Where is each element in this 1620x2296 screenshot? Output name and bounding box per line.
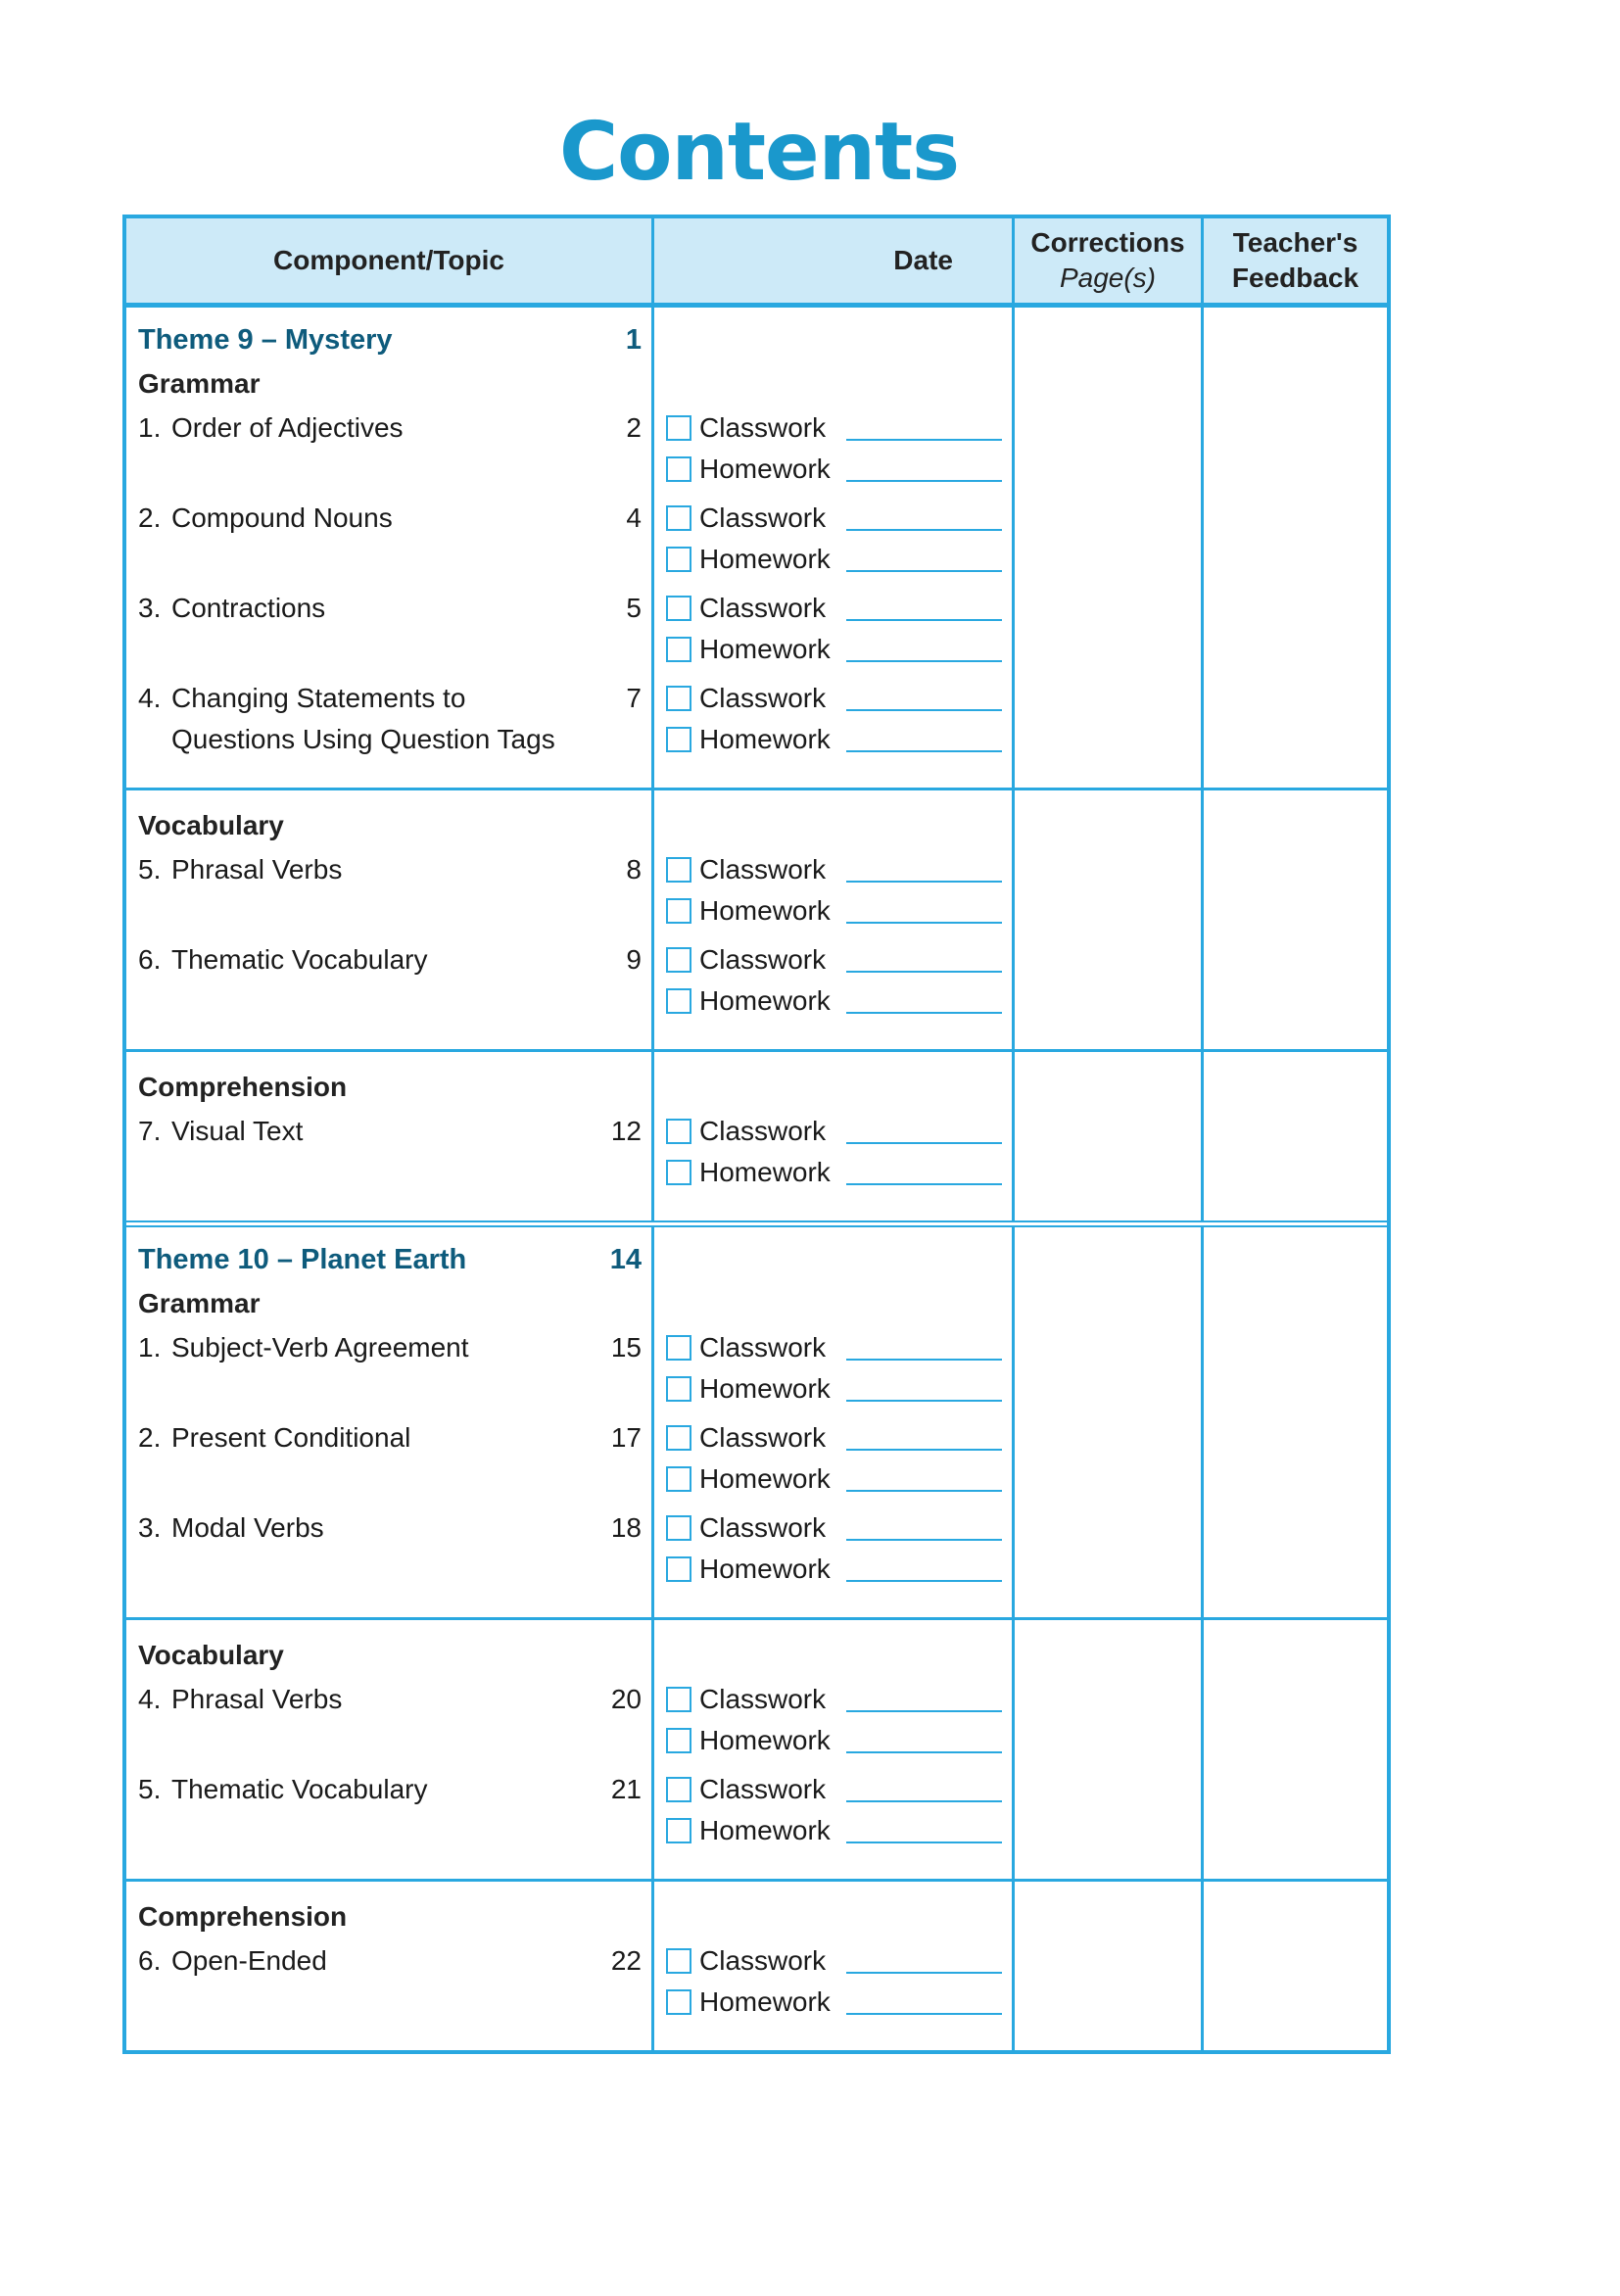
classwork-row: Classwork [666, 1417, 1002, 1459]
list-item: 6. Thematic Vocabulary 9 [138, 939, 642, 1022]
homework-row: Homework [666, 1549, 1002, 1590]
classwork-checkbox[interactable] [666, 596, 691, 621]
homework-row: Homework [666, 629, 1002, 670]
section-block [126, 790, 1387, 1052]
section-name: Grammar [138, 1288, 261, 1318]
table-body [126, 308, 1387, 2050]
corrections-cell[interactable] [1015, 1052, 1204, 1220]
section-name: Comprehension [138, 1072, 348, 1102]
homework-date-field[interactable] [846, 1164, 1002, 1185]
list-item: 5. Phrasal Verbs 8 [138, 849, 642, 932]
homework-row: Homework [666, 1459, 1002, 1500]
section-block [126, 1882, 1387, 2050]
theme-title: Theme 10 – Planet Earth 14 [138, 1239, 642, 1280]
list-item: 5. Thematic Vocabulary 21 [138, 1769, 642, 1851]
classwork-row: Classwork [666, 407, 1002, 449]
classwork-row: Classwork [666, 849, 1002, 890]
homework-date-field[interactable] [846, 1822, 1002, 1843]
item-page: 20 [610, 1684, 642, 1714]
item-page: 9 [626, 944, 642, 975]
homework-row: Homework [666, 1368, 1002, 1410]
classwork-row: Classwork [666, 1679, 1002, 1720]
section-block [126, 1620, 1387, 1882]
list-item: 4. Phrasal Verbs 20 [138, 1679, 642, 1761]
classwork-date-field[interactable] [846, 509, 1002, 531]
homework-date-field[interactable] [846, 1560, 1002, 1582]
header-corrections: Corrections Page(s) [1015, 218, 1204, 303]
item-page: 12 [610, 1116, 642, 1146]
homework-checkbox[interactable] [666, 898, 691, 924]
classwork-checkbox[interactable] [666, 1515, 691, 1541]
section-block [126, 1052, 1387, 1227]
homework-checkbox[interactable] [666, 1556, 691, 1582]
theme-page: 14 [609, 1244, 642, 1275]
corrections-cell[interactable] [1015, 1227, 1204, 1617]
homework-checkbox[interactable] [666, 637, 691, 662]
classwork-checkbox[interactable] [666, 1948, 691, 1974]
item-page: 2 [626, 412, 642, 443]
homework-checkbox[interactable] [666, 456, 691, 482]
feedback-cell[interactable] [1204, 1227, 1387, 1617]
classwork-checkbox[interactable] [666, 686, 691, 711]
homework-checkbox[interactable] [666, 1376, 691, 1402]
homework-date-field[interactable] [846, 902, 1002, 924]
classwork-checkbox[interactable] [666, 1687, 691, 1712]
feedback-cell[interactable] [1204, 790, 1387, 1049]
homework-checkbox[interactable] [666, 727, 691, 752]
classwork-date-field[interactable] [846, 419, 1002, 441]
item-page: 4 [626, 502, 642, 533]
list-item: 2. Present Conditional 17 [138, 1417, 642, 1500]
classwork-date-field[interactable] [846, 1429, 1002, 1451]
feedback-cell[interactable] [1204, 1052, 1387, 1220]
item-page: 8 [626, 854, 642, 885]
classwork-checkbox[interactable] [666, 1777, 691, 1802]
classwork-row: Classwork [666, 498, 1002, 539]
classwork-date-field[interactable] [846, 599, 1002, 621]
list-item: 1. Order of Adjectives 2 [138, 407, 642, 490]
homework-checkbox[interactable] [666, 988, 691, 1014]
classwork-checkbox[interactable] [666, 505, 691, 531]
homework-date-field[interactable] [846, 641, 1002, 662]
homework-checkbox[interactable] [666, 547, 691, 572]
header-date: Date [654, 218, 1015, 303]
list-item: 7. Visual Text 12 [138, 1111, 642, 1193]
homework-row: Homework [666, 1982, 1002, 2023]
theme-page: 1 [625, 324, 642, 356]
classwork-date-field[interactable] [846, 1781, 1002, 1802]
classwork-date-field[interactable] [846, 1123, 1002, 1144]
classwork-date-field[interactable] [846, 1519, 1002, 1541]
item-page: 22 [610, 1945, 642, 1976]
classwork-row: Classwork [666, 1507, 1002, 1549]
classwork-date-field[interactable] [846, 861, 1002, 883]
classwork-row: Classwork [666, 939, 1002, 981]
section-name: Grammar [138, 368, 261, 399]
contents-table [122, 215, 1391, 2054]
homework-row: Homework [666, 1810, 1002, 1851]
section-block [126, 308, 1387, 790]
classwork-checkbox[interactable] [666, 1425, 691, 1451]
homework-checkbox[interactable] [666, 1728, 691, 1753]
corrections-cell[interactable] [1015, 1620, 1204, 1879]
section-block [126, 1227, 1387, 1620]
homework-date-field[interactable] [846, 992, 1002, 1014]
classwork-date-field[interactable] [846, 690, 1002, 711]
homework-row: Homework [666, 981, 1002, 1022]
homework-date-field[interactable] [846, 731, 1002, 752]
list-item: 6. Open-Ended 22 [138, 1940, 642, 2023]
feedback-cell[interactable] [1204, 1882, 1387, 2050]
item-page: 21 [610, 1774, 642, 1804]
classwork-row: Classwork [666, 678, 1002, 719]
homework-checkbox[interactable] [666, 1466, 691, 1492]
classwork-date-field[interactable] [846, 951, 1002, 973]
section-name: Comprehension [138, 1901, 348, 1932]
corrections-cell[interactable] [1015, 308, 1204, 788]
item-page: 18 [610, 1512, 642, 1543]
homework-row: Homework [666, 539, 1002, 580]
list-item: 2. Compound Nouns 4 [138, 498, 642, 580]
classwork-checkbox[interactable] [666, 1335, 691, 1361]
homework-checkbox[interactable] [666, 1160, 691, 1185]
homework-row: Homework [666, 1720, 1002, 1761]
homework-date-field[interactable] [846, 1732, 1002, 1753]
section-name: Vocabulary [138, 810, 284, 840]
classwork-row: Classwork [666, 1769, 1002, 1810]
item-page: 5 [626, 593, 642, 623]
classwork-date-field[interactable] [846, 1691, 1002, 1712]
homework-row: Homework [666, 449, 1002, 490]
theme-title: Theme 9 – Mystery 1 [138, 319, 642, 360]
homework-date-field[interactable] [846, 1380, 1002, 1402]
classwork-row: Classwork [666, 588, 1002, 629]
header-teachers-feedback: Teacher's Feedback [1231, 227, 1359, 293]
list-item: 3. Modal Verbs 18 [138, 1507, 642, 1590]
homework-checkbox[interactable] [666, 1818, 691, 1843]
homework-date-field[interactable] [846, 1993, 1002, 2015]
classwork-date-field[interactable] [846, 1339, 1002, 1361]
classwork-row: Classwork [666, 1111, 1002, 1152]
corrections-cell[interactable] [1015, 1882, 1204, 2050]
corrections-cell[interactable] [1015, 790, 1204, 1049]
classwork-checkbox[interactable] [666, 857, 691, 883]
homework-date-field[interactable] [846, 460, 1002, 482]
classwork-date-field[interactable] [846, 1952, 1002, 1974]
homework-date-field[interactable] [846, 550, 1002, 572]
list-item: 3. Contractions 5 [138, 588, 642, 670]
homework-row: Homework [666, 719, 1002, 760]
classwork-checkbox[interactable] [666, 947, 691, 973]
list-item: 4. Changing Statements to 7 Questions Using Question Tags [138, 678, 642, 760]
classwork-checkbox[interactable] [666, 415, 691, 441]
homework-checkbox[interactable] [666, 1989, 691, 2015]
list-item: 1. Subject-Verb Agreement 15 [138, 1327, 642, 1410]
classwork-row: Classwork [666, 1940, 1002, 1982]
homework-row: Homework [666, 1152, 1002, 1193]
header-component-topic: Component/Topic [126, 218, 654, 303]
page-title: Contents [558, 106, 960, 199]
homework-date-field[interactable] [846, 1470, 1002, 1492]
section-name: Vocabulary [138, 1640, 284, 1670]
homework-row: Homework [666, 890, 1002, 932]
feedback-cell[interactable] [1204, 1620, 1387, 1879]
classwork-row: Classwork [666, 1327, 1002, 1368]
feedback-cell[interactable] [1204, 308, 1387, 788]
table-header [126, 218, 1387, 308]
classwork-checkbox[interactable] [666, 1119, 691, 1144]
item-page: 15 [610, 1332, 642, 1363]
item-page: 7 [626, 683, 642, 713]
item-page: 17 [610, 1422, 642, 1453]
